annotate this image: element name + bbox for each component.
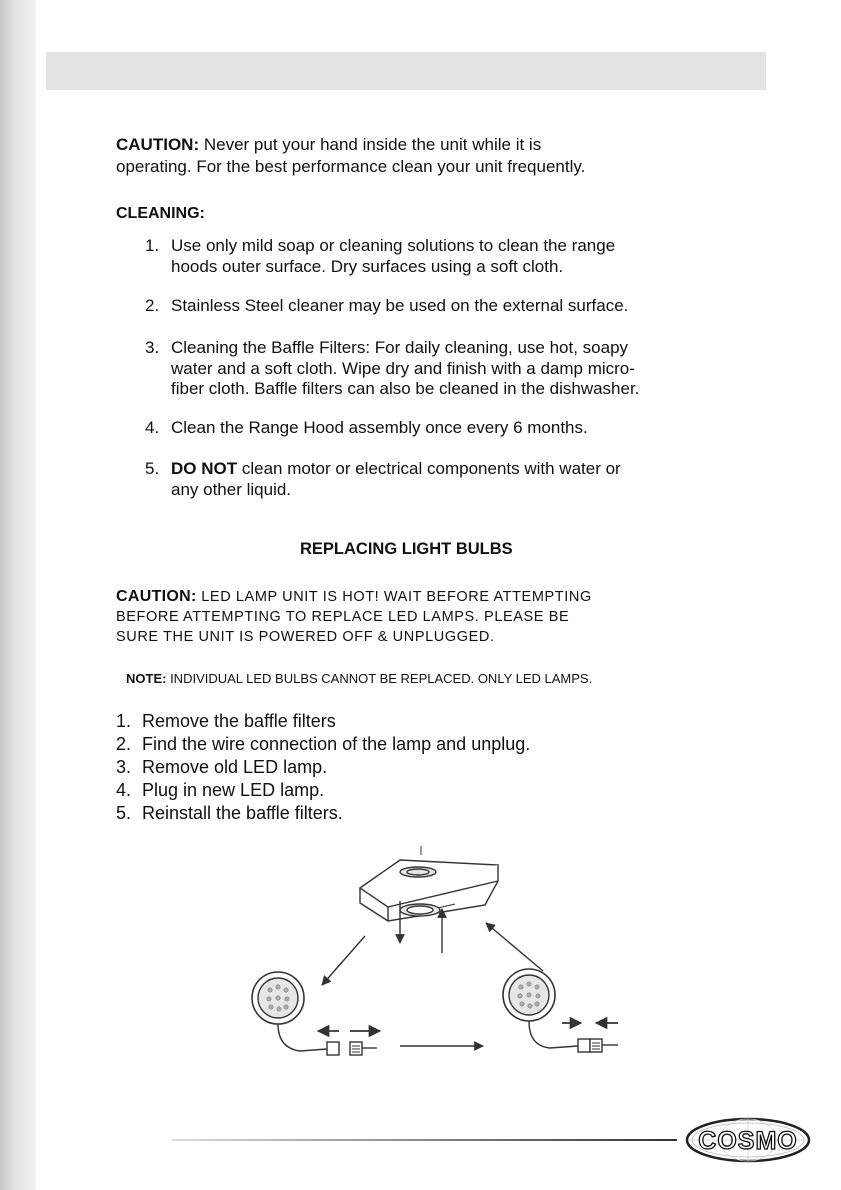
step-number: 3. <box>116 757 132 777</box>
step-number: 2. <box>116 734 132 754</box>
new-led-lamp-icon <box>503 969 618 1052</box>
list-line: hoods outer surface. Dry surfaces using a soft cloth. <box>171 256 564 276</box>
step-item <box>116 733 530 756</box>
cleaning-item-1 <box>145 236 715 278</box>
note <box>126 671 592 686</box>
header-band <box>46 52 766 90</box>
list-line: water and a soft cloth. Wipe dry and finish with a damp micro- <box>171 358 635 378</box>
step-text: Plug in new LED lamp. <box>142 780 325 800</box>
list-line: fiber cloth. Baffle filters can also be cleaned in the dishwasher. <box>171 379 640 398</box>
cleaning-item-5 <box>145 459 715 501</box>
list-number: 1. <box>145 236 160 255</box>
footer-rule <box>172 1139 677 1141</box>
list-number: 5. <box>145 459 160 478</box>
led-lamp-replacement-diagram <box>240 843 640 1073</box>
list-line: any other liquid. <box>171 479 292 499</box>
step-item <box>116 710 530 733</box>
cleaning-item-4 <box>145 418 715 439</box>
cosmo-logo <box>684 1115 812 1165</box>
step-text: Find the wire connection of the lamp and unplug. <box>142 734 531 754</box>
caution-line-2: operating. For the best performance clean your unit frequently. <box>116 157 586 176</box>
cleaning-item-3 <box>145 338 715 400</box>
cleaning-heading: CLEANING: <box>116 205 205 222</box>
list-line: Stainless Steel cleaner may be used on the external surface. <box>171 296 629 315</box>
list-number: 4. <box>145 418 160 437</box>
cleaning-item-2 <box>145 296 715 317</box>
list-line: Cleaning the Baffle Filters: For daily cleaning, use hot, soapy <box>171 338 629 357</box>
list-number: 3. <box>145 338 160 357</box>
led-caution-line: SURE THE UNIT IS POWERED OFF & UNPLUGGED. <box>116 629 495 645</box>
list-line: clean motor or electrical components with water or <box>237 459 621 478</box>
step-number: 4. <box>116 780 132 800</box>
note-label: NOTE: <box>126 671 167 686</box>
step-text: Remove old LED lamp. <box>142 757 328 777</box>
step-item <box>116 756 530 779</box>
page-binding-edge <box>0 0 36 1190</box>
step-text: Remove the baffle filters <box>142 711 336 731</box>
led-caution-line: BEFORE ATTEMPTING TO REPLACE LED LAMPS. PLEASE BE <box>116 609 570 625</box>
step-number: 5. <box>116 803 132 823</box>
caution-text-1: Never put your hand inside the unit while it is <box>203 135 542 154</box>
step-number: 1. <box>116 711 132 731</box>
range-hood-illustration <box>360 846 498 921</box>
led-caution-label: CAUTION: <box>116 588 197 605</box>
list-line: Use only mild soap or cleaning solutions to clean the range <box>171 236 616 255</box>
note-text: INDIVIDUAL LED BULBS CANNOT BE REPLACED. ONLY LED LAMPS. <box>166 671 593 686</box>
replacement-steps <box>116 710 530 825</box>
step-text: Reinstall the baffle filters. <box>142 803 343 823</box>
led-caution-line: LED LAMP UNIT IS HOT! WAIT BEFORE ATTEMPTING <box>196 589 592 605</box>
list-line: Clean the Range Hood assembly once every 6 months. <box>171 418 588 437</box>
section-title: REPLACING LIGHT BULBS <box>300 540 513 558</box>
step-item <box>116 802 530 825</box>
list-number: 2. <box>145 296 160 315</box>
caution-line-1 <box>116 134 541 155</box>
old-led-lamp-icon <box>252 972 380 1055</box>
logo-text: COSMO <box>698 1127 798 1155</box>
step-item <box>116 779 530 802</box>
led-caution <box>116 587 592 647</box>
caution-label: CAUTION: <box>116 135 200 154</box>
do-not-emphasis: DO NOT <box>171 459 238 478</box>
